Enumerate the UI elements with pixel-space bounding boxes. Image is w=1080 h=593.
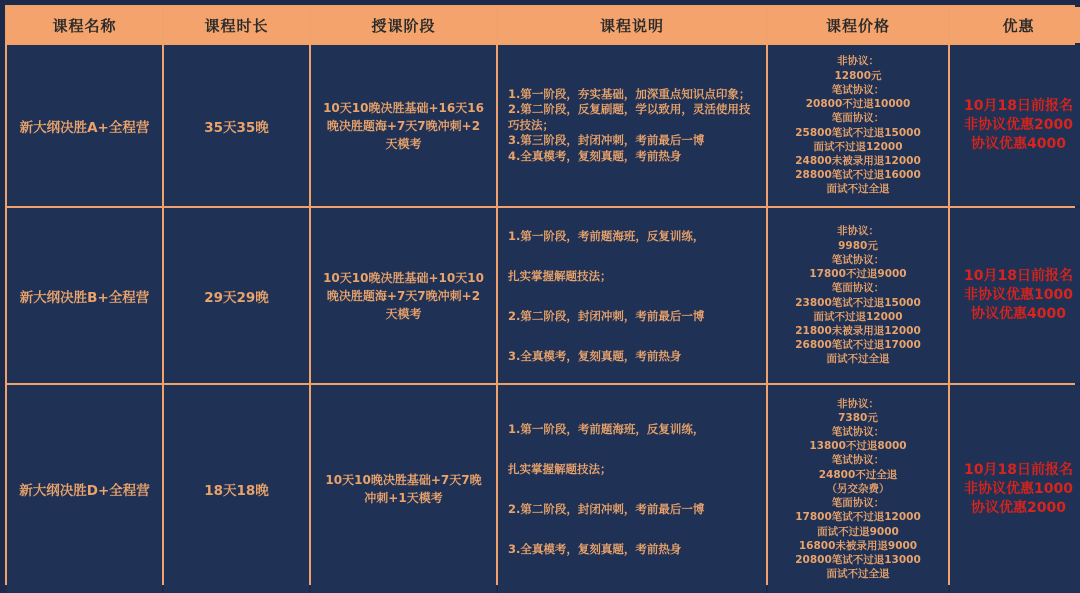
desc-line: 4.全真模考，复刻真题，考前热身: [508, 148, 682, 163]
price-line: 17800笔试不过退12000: [795, 511, 921, 524]
course-stage-d: 10天10晚决胜基础+7天7晚冲刺+1天模考: [311, 385, 496, 593]
discount-line: 10月18日前报名: [964, 268, 1073, 284]
price-line: 17800不过退9000: [809, 268, 907, 281]
desc-line: 2.第二阶段，反复刷题，学以致用，灵活使用技巧技法；: [508, 102, 751, 132]
price-line: 24800不过全退: [818, 468, 898, 481]
desc-line: 3.全真模考，复刻真题，考前热身: [508, 348, 682, 363]
price-line: 非协议：: [837, 55, 879, 68]
price-line: 笔面协议：: [831, 112, 885, 125]
header-course-name: 课程名称: [7, 7, 162, 43]
price-line: 面试不过全退: [826, 568, 890, 581]
course-duration-d: 18天18晚: [164, 385, 309, 593]
course-price-b: [768, 208, 948, 383]
price-line: 面试不过退12000: [813, 140, 903, 153]
course-discount-b: [950, 208, 1080, 383]
price-line: 笔试协议：: [831, 83, 885, 96]
price-line: 笔面协议：: [831, 497, 885, 510]
price-line: 笔面协议：: [831, 282, 885, 295]
course-name-d: 新大纲决胜D+全程营: [7, 385, 162, 593]
price-line: 笔试协议：: [831, 426, 885, 439]
course-price-a: [768, 45, 948, 206]
price-line: 面试不过退12000: [813, 310, 903, 323]
desc-line: 扎实掌握解题技法；: [508, 268, 612, 283]
desc-line: 2.第二阶段，封闭冲刺，考前最后一博: [508, 502, 705, 516]
course-duration-a: 35天35晚: [164, 45, 309, 206]
course-name-b: 新大纲决胜B+全程营: [7, 208, 162, 383]
discount-line: 非协议优惠2000: [964, 117, 1073, 133]
course-discount-d: [950, 385, 1080, 593]
price-line: （另交杂费）: [826, 482, 890, 495]
price-line: 16800未被录用退9000: [798, 539, 918, 552]
price-line: 非协议：: [837, 225, 879, 238]
discount-line: 非协议优惠1000: [964, 480, 1073, 497]
course-price-d: [768, 385, 948, 593]
desc-line: 2.第二阶段，封闭冲刺，考前最后一博: [508, 308, 705, 323]
course-description-a: [498, 45, 766, 206]
course-description-b: [498, 208, 766, 383]
desc-line: 3.第三阶段，封闭冲刺，考前最后一博: [508, 133, 705, 148]
header-price: 课程价格: [768, 7, 948, 43]
desc-line: 1.第一阶段，考前题海班，反复训练，: [508, 422, 705, 436]
course-duration-b: 29天29晚: [164, 208, 309, 383]
header-duration: 课程时长: [164, 7, 309, 43]
course-table: [5, 5, 1075, 585]
discount-line: 10月18日前报名: [964, 98, 1073, 114]
price-line: 25800笔试不过退15000: [795, 126, 921, 139]
desc-line: 3.全真模考，复刻真题，考前热身: [508, 542, 682, 556]
price-line: 23800笔试不过退15000: [795, 296, 921, 309]
header-stage: 授课阶段: [311, 7, 496, 43]
desc-line: 1.第一阶段，考前题海班，反复训练，: [508, 228, 705, 243]
price-line: 面试不过全退: [826, 183, 890, 196]
price-line: 面试不过全退: [826, 353, 890, 366]
price-line: 21800未被录用退12000: [795, 324, 921, 337]
header-discount: 优惠: [950, 7, 1080, 43]
price-line: 非协议：: [837, 397, 879, 410]
price-line: 7380元: [838, 411, 878, 424]
price-line: 24800未被录用退12000: [795, 154, 921, 167]
price-line: 28800笔试不过退16000: [795, 169, 921, 182]
price-line: 笔试协议：: [831, 253, 885, 266]
header-description: 课程说明: [498, 7, 766, 43]
discount-line: 协议优惠4000: [971, 306, 1066, 322]
discount-line: 非协议优惠1000: [964, 287, 1073, 303]
course-stage-b: 10天10晚决胜基础+10天10晚决胜题海+7天7晚冲刺+2天模考: [311, 208, 496, 383]
course-stage-a: 10天10晚决胜基础+16天16晚决胜题海+7天7晚冲刺+2天模考: [311, 45, 496, 206]
price-line: 笔试协议：: [831, 454, 885, 467]
discount-line: 协议优惠4000: [971, 136, 1066, 152]
price-line: 9980元: [838, 239, 878, 252]
price-line: 12800元: [834, 69, 882, 82]
desc-line: 扎实掌握解题技法；: [508, 462, 612, 476]
discount-line: 10月18日前报名: [964, 461, 1073, 478]
price-line: 26800笔试不过退17000: [795, 339, 921, 352]
price-line: 面试不过退9000: [817, 525, 899, 538]
course-discount-a: [950, 45, 1080, 206]
discount-line: 协议优惠2000: [971, 499, 1066, 516]
course-name-a: 新大纲决胜A+全程营: [7, 45, 162, 206]
desc-line: 1.第一阶段，夯实基础，加深重点知识点印象；: [508, 86, 751, 101]
price-line: 13800不过退8000: [809, 440, 907, 453]
price-line: 20800笔试不过退13000: [795, 553, 921, 566]
price-line: 20800不过退10000: [805, 98, 911, 111]
course-description-d: [498, 385, 766, 593]
